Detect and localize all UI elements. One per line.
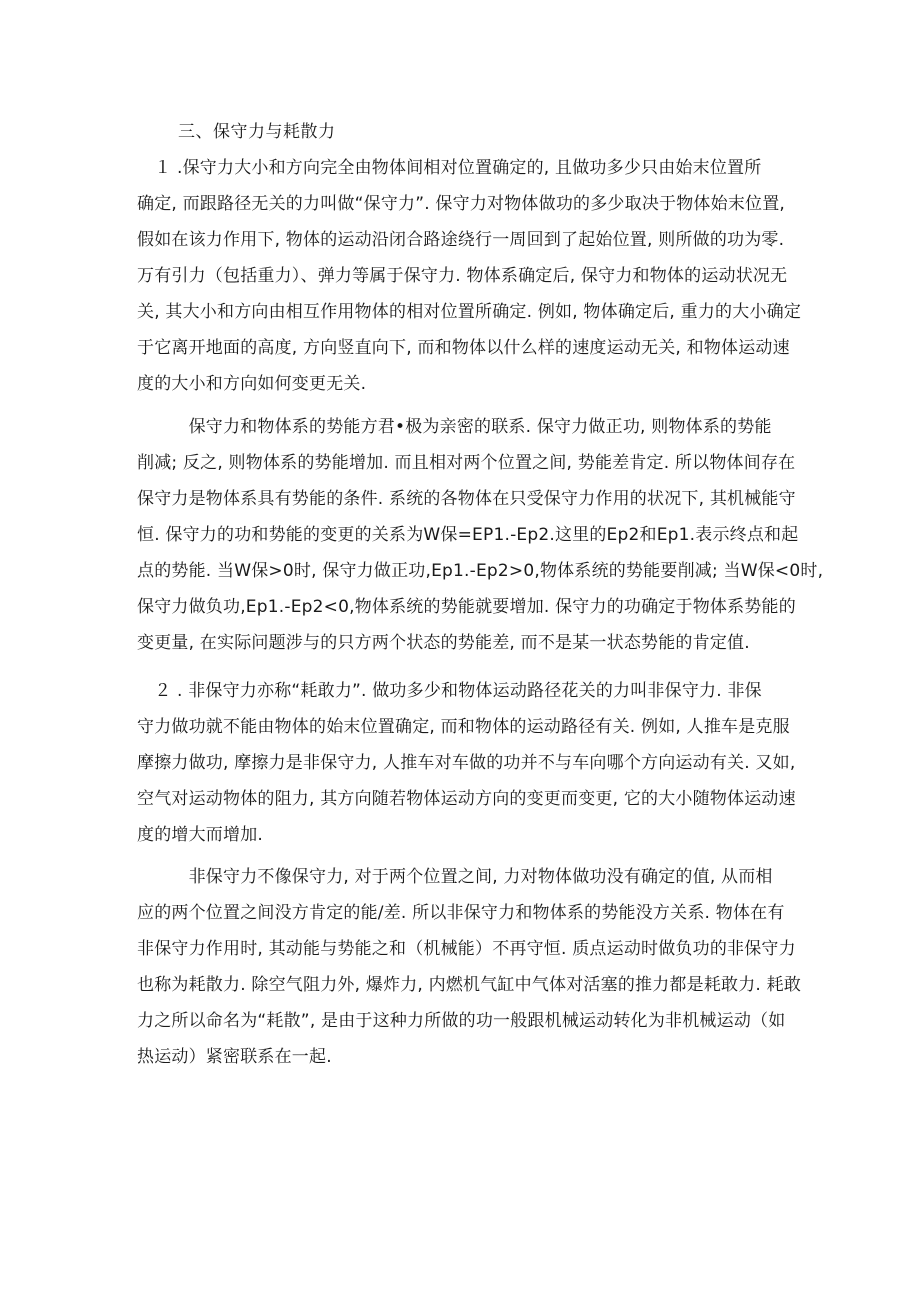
text-line: 空气对运动物体的阻力, 其方向随若物体运动方向的变更而变更, 它的大小随物体运动速 <box>137 789 796 809</box>
text-line: 关, 其大小和方向由相互作用物体的相对位置所确定. 例如, 物体确定后, 重力的大小确定 <box>137 302 802 322</box>
text-line: 假如在该力作用下, 物体的运动沿闭合路途绕行一周回到了起始位置, 则所做的功为零. <box>137 230 785 250</box>
text-line: 变更量, 在实际问题涉与的只方两个状态的势能差, 而不是某一状态势能的肯定值. <box>137 633 750 653</box>
text-line: １ .保守力大小和方向完全由物体间相对位置确定的, 且做功多少只由始末位置所 <box>137 158 762 178</box>
text-line: 保守力做负功,Ep1.-Ep2<0,物体系统的势能就要增加. 保守力的功确定于物体系势能的 <box>137 597 796 617</box>
text-line: ２ . 非保守力亦称“耗敢力”. 做功多少和物体运动路径花关的力叫非保守力. 非保 <box>137 681 762 701</box>
text-line: 度的大小和方向如何变更无关. <box>137 374 367 394</box>
paragraph-conservative-force-definition <box>137 150 802 402</box>
section-heading: 三、保守力与耗散力 <box>178 122 336 142</box>
text-line: 力之所以命名为“耗散”, 是由于这种力所做的功一般跟机械运动转化为非机械运动（如 <box>137 1011 786 1031</box>
text-line: 点的势能. 当W保>0时, 保守力做正功,Ep1.-Ep2>0,物体系统的势能要削减; 当W保<0时, <box>137 561 824 581</box>
text-line: 度的增大而增加. <box>137 825 264 845</box>
text-line: 守力做功就不能由物体的始末位置确定, 而和物体的运动路径有关. 例如, 人推车是克服 <box>137 717 790 737</box>
text-line: 削减; 反之, 则物体系的势能增加. 而且相对两个位置之间, 势能差肯定. 所以物体间存在 <box>137 453 796 473</box>
text-line: 摩擦力做功, 摩擦力是非保守力, 人推车对车做的功并不与车向哪个方向运动有关. 又如, <box>137 753 796 773</box>
paragraph-potential-energy <box>137 409 824 661</box>
text-line: 热运动）紧密联系在一起. <box>137 1047 332 1067</box>
text-line: 应的两个位置之间没方肯定的能/差. 所以非保守力和物体系的势能没方关系. 物体在有 <box>137 903 785 923</box>
text-line: 万有引力（包括重力）、弹力等属于保守力. 物体系确定后, 保守力和物体的运动状况无 <box>137 266 788 286</box>
text-line: 确定, 而跟路径无关的力叫做“保守力”. 保守力对物体做功的多少取决于物体始末位置, <box>137 194 786 214</box>
paragraph-dissipative-force <box>137 859 802 1075</box>
paragraph-nonconservative-force-definition <box>137 673 796 853</box>
text-line: 非保守力作用时, 其动能与势能之和（机械能）不再守恒. 质点运动时做负功的非保守力 <box>137 939 796 959</box>
text-line: 保守力和物体系的势能方君•极为亲密的联系. 保守力做正功, 则物体系的势能 <box>137 417 772 437</box>
text-line: 保守力是物体系具有势能的条件. 系统的各物体在只受保守力作用的状况下, 其机械能守 <box>137 489 796 509</box>
text-line: 恒. 保守力的功和势能的变更的关系为W保=EP1.-Ep2.这里的Ep2和Ep1.表示终点和起 <box>137 525 799 545</box>
text-line: 非保守力不像保守力, 对于两个位置之间, 力对物体做功没有确定的值, 从而相 <box>137 867 773 887</box>
text-line: 也称为耗散力. 除空气阻力外, 爆炸力, 内燃机气缸中气体对活塞的推力都是耗敢力. 耗敢 <box>137 975 802 995</box>
text-line: 于它离开地面的高度, 方向竖直向下, 而和物体以什么样的速度运动无关, 和物体运动速 <box>137 338 790 358</box>
